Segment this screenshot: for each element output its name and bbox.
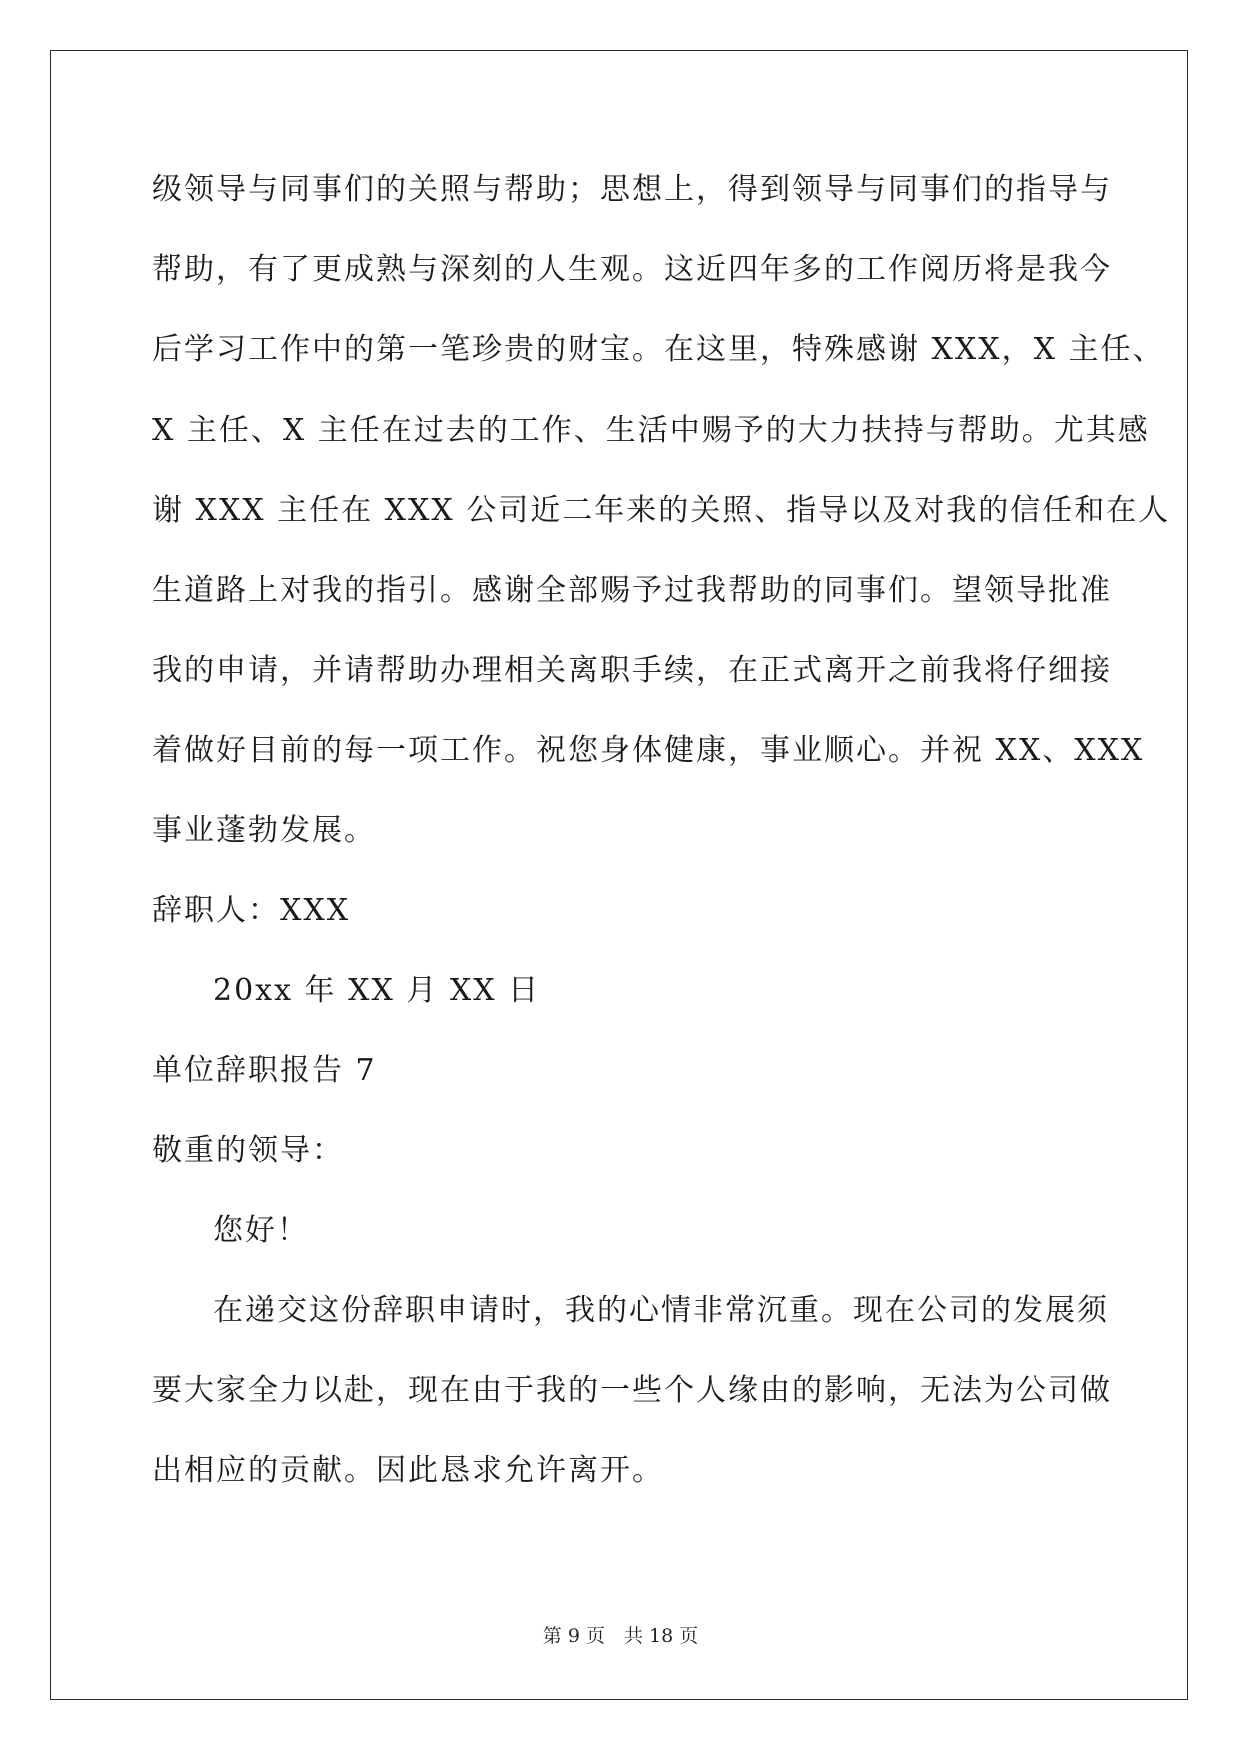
body-line: 出相应的贡献。因此恳求允许离开。	[152, 1453, 664, 1488]
body-line: 要大家全力以赴，现在由于我的一些个人缘由的影响，无法为公司做	[152, 1373, 1112, 1408]
body-line: 在递交这份辞职申请时，我的心情非常沉重。现在公司的发展须	[213, 1293, 1109, 1328]
signer-line: 辞职人：XXX	[152, 893, 351, 928]
paragraph-line: 事业蓬勃发展。	[152, 813, 376, 848]
paragraph-line: 谢 XXX 主任在 XXX 公司近二年来的关照、指导以及对我的信任和在人	[152, 493, 1171, 528]
salutation: 敬重的领导：	[152, 1133, 344, 1168]
paragraph-line: 生道路上对我的指引。感谢全部赐予过我帮助的同事们。望领导批准	[152, 573, 1112, 608]
paragraph-line: 后学习工作中的第一笔珍贵的财宝。在这里，特殊感谢 XXX，X 主任、	[152, 332, 1165, 367]
date-line: 20xx 年 XX 月 XX 日	[213, 973, 541, 1008]
paragraph-line: 帮助，有了更成熟与深刻的人生观。这近四年多的工作阅历将是我今	[152, 252, 1112, 287]
paragraph-line: 我的申请，并请帮助办理相关离职手续，在正式离开之前我将仔细接	[152, 653, 1112, 688]
page-number-footer: 第 9 页 共 18 页	[542, 1625, 699, 1647]
paragraph-line: 着做好目前的每一项工作。祝您身体健康，事业顺心。并祝 XX、XXX	[152, 733, 1145, 768]
greeting: 您好！	[213, 1213, 309, 1248]
paragraph-line: X 主任、X 主任在过去的工作、生活中赐予的大力扶持与帮助。尤其感	[152, 413, 1150, 448]
paragraph-line: 级领导与同事们的关照与帮助；思想上，得到领导与同事们的指导与	[152, 172, 1112, 207]
section-title: 单位辞职报告 7	[152, 1053, 377, 1088]
